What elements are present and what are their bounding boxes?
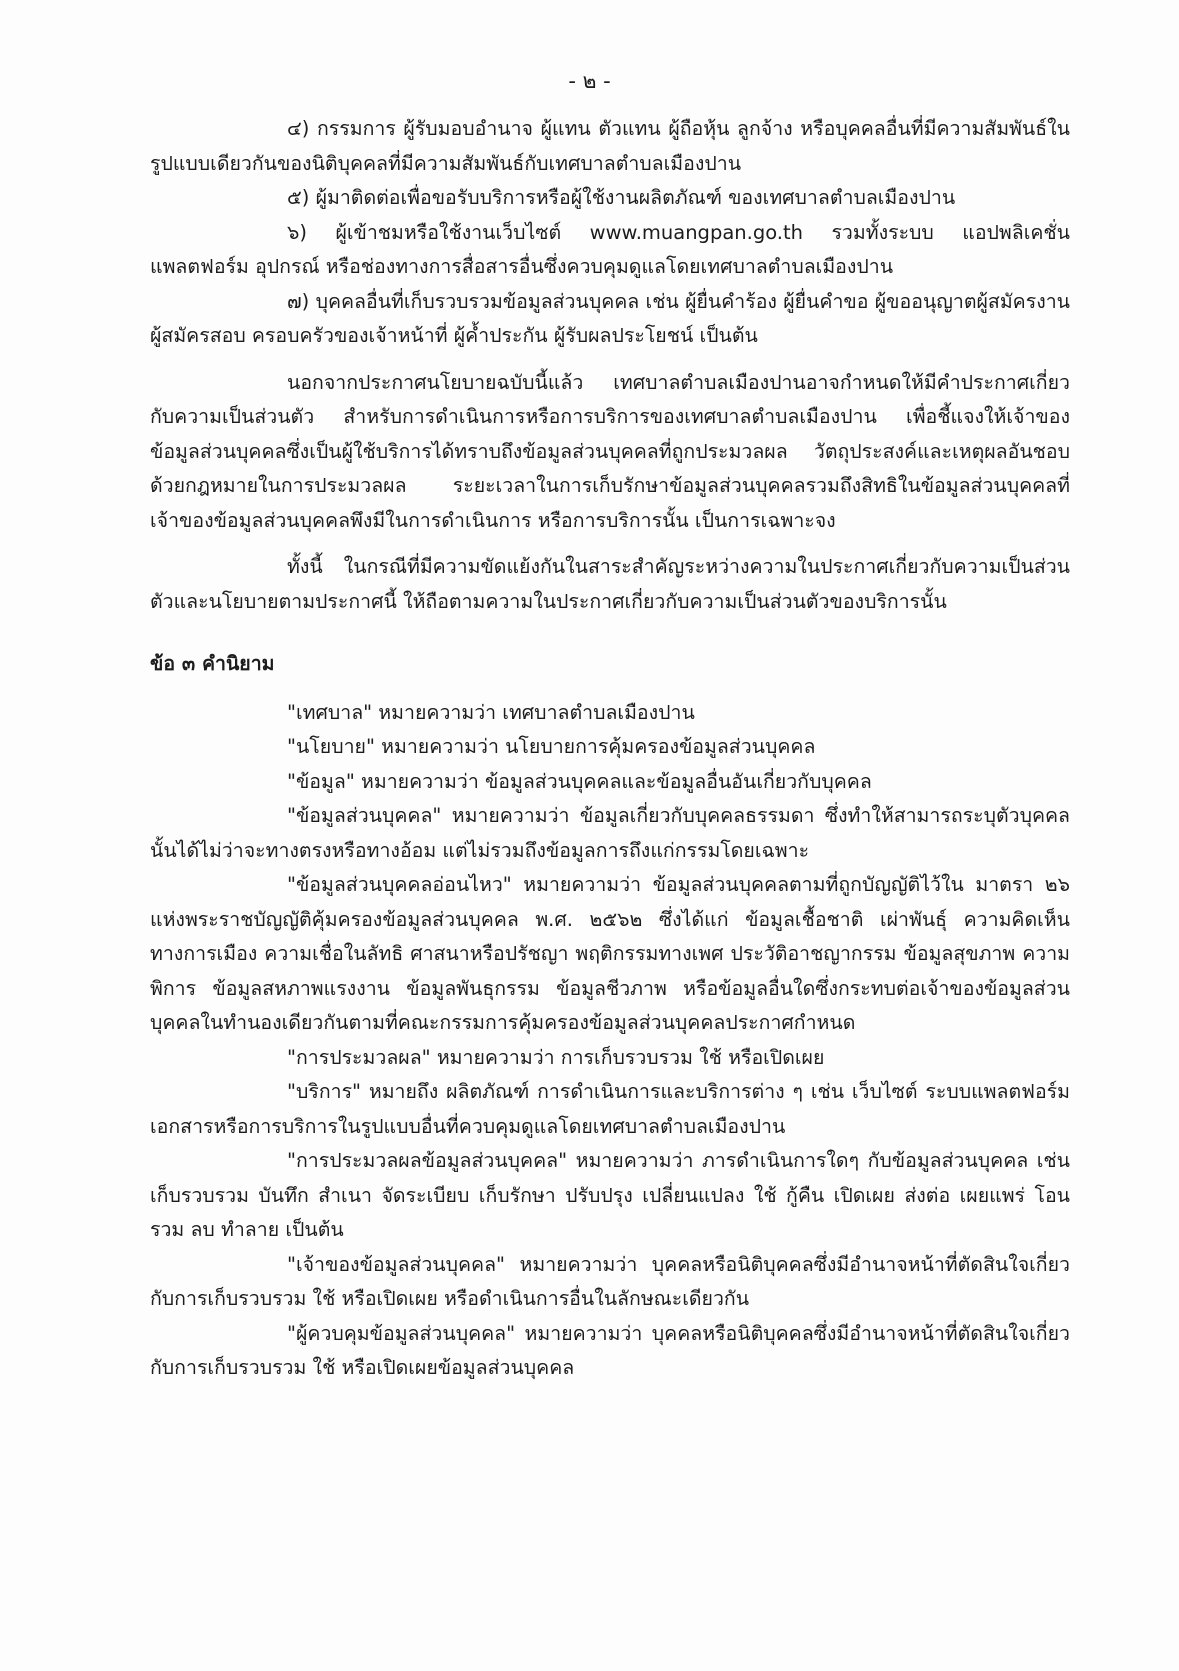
page-number: - ๒ -	[568, 69, 611, 93]
list-item-6: ๖) ผู้เข้าชมหรือใช้งานเว็บไซต์ www.muangpan.go.th รวมทั้งระบบ แอปพลิเคชั่น แพลตฟอร์ม อุปกรณ์ หรือช่องทางการสื่อสารอื่นซึ่งควบคุมดูแลโดยเทศบาลตำบลเมืองปาน	[150, 220, 1070, 278]
definition-service: "บริการ" หมายถึง ผลิตภัณฑ์ การดำเนินการและบริการต่าง ๆ เช่น เว็บไซต์ ระบบแพลตฟอร์ม เอกสารหรือการบริการในรูปแบบอื่นที่ควบคุมดูแลโดยเทศบาลตำบลเมืองปาน	[150, 1080, 1070, 1138]
definition-data: "ข้อมูล" หมายความว่า ข้อมูลส่วนบุคคลและข้อมูลอื่นอันเกี่ยวกับบุคคล	[287, 769, 872, 793]
list-item-7: ๗) บุคคลอื่นที่เก็บรวบรวมข้อมูลส่วนบุคคล เช่น ผู้ยื่นคำร้อง ผู้ยื่นคำขอ ผู้ขออนุญาตผู้สมัครงาน ผู้สมัครสอบ ครอบครัวของเจ้าหน้าที่ ผู้ค้ำประกัน ผู้รับผลประโยชน์ เป็นต้น	[150, 289, 1070, 347]
list-item-4: ๔) กรรมการ ผู้รับมอบอำนาจ ผู้แทน ตัวแทน ผู้ถือหุ้น ลูกจ้าง หรือบุคคลอื่นที่มีความสัมพันธ์ในรูปแบบเดียวกันของนิติบุคคลที่มีความสัมพันธ์กับเทศบาลตำบลเมืองปาน	[150, 117, 1070, 175]
definition-processing: "การประมวลผล" หมายความว่า การเก็บรวบรวม ใช้ หรือเปิดเผย	[287, 1045, 825, 1069]
definition-personal-data-processing: "การประมวลผลข้อมูลส่วนบุคคล" หมายความว่า ภารดำเนินการใดๆ กับข้อมูลส่วนบุคคล เช่น เก็บรวบรวม บันทึก สำเนา จัดระเบียบ เก็บรักษา ปรับปรุง เปลี่ยนแปลง ใช้ กู้คืน เปิดเผย ส่งต่อ เผยแพร่ โอน รวม ลบ ทำลาย เป็นต้น	[150, 1149, 1070, 1241]
list-item-5: ๕) ผู้มาติดต่อเพื่อขอรับบริการหรือผู้ใช้งานผลิตภัณฑ์ ของเทศบาลตำบลเมืองปาน	[287, 186, 956, 209]
paragraph-privacy-notice: นอกจากประกาศนโยบายฉบับนี้แล้ว เทศบาลตำบลเมืองปานอาจกำหนดให้มีคำประกาศเกี่ยวกับความเป็นส่วนตัว สำหรับการดำเนินการหรือการบริการของเทศบาลตำบลเมืองปาน เพื่อชี้แจงให้เจ้าของข้อมูลส่วนบุคคลซึ่งเป็นผู้ใช้บริการได้ทราบถึงข้อมูลส่วนบุคคลที่ถูกประมวลผล วัตถุประสงค์และเหตุผลอันชอบด้วยกฎหมายในการประมวลผล ระยะเวลาในการเก็บรักษาข้อมูลส่วนบุคคลรวมถึงสิทธิในข้อมูลส่วนบุคคลที่เจ้าของข้อมูลส่วนบุคคลพึงมีในการดำเนินการ หรือการบริการนั้น เป็นการเฉพาะจง	[150, 370, 1070, 532]
section-heading-definitions: ข้อ ๓ คำนิยาม	[150, 652, 275, 675]
definition-personal-data: "ข้อมูลส่วนบุคคล" หมายความว่า ข้อมูลเกี่ยวกับบุคคลธรรมดา ซึ่งทำให้สามารถระบุตัวบุคคลนั้นได้ไม่ว่าจะทางตรงหรือทางอ้อม แต่ไม่รวมถึงข้อมูลการถึงแก่กรรมโดยเฉพาะ	[150, 804, 1070, 862]
document-body	[150, 112, 1070, 1386]
definition-sensitive-data: "ข้อมูลส่วนบุคคลอ่อนไหว" หมายความว่า ข้อมูลส่วนบุคคลตามที่ถูกบัญญัติไว้ใน มาตรา ๒๖ แห่งพระราชบัญญัติคุ้มครองข้อมูลส่วนบุคคล พ.ศ. ๒๕๖๒ ซึ่งได้แก่ ข้อมูลเชื้อชาติ เผ่าพันธุ์ ความคิดเห็นทางการเมือง ความเชื่อในลัทธิ ศาสนาหรือปรัชญา พฤติกรรมทางเพศ ประวัติอาชญากรรม ข้อมูลสุขภาพ ความพิการ ข้อมูลสหภาพแรงงาน ข้อมูลพันธุกรรม ข้อมูลชีวภาพ หรือข้อมูลอื่นใดซึ่งกระทบต่อเจ้าของข้อมูลส่วนบุคคลในทำนองเดียวกันตามที่คณะกรรมการคุ้มครองข้อมูลส่วนบุคคลประกาศกำหนด	[150, 873, 1070, 1034]
definitions-list	[150, 696, 1070, 1386]
definition-data-controller: "ผู้ควบคุมข้อมูลส่วนบุคคล" หมายความว่า บุคคลหรือนิติบุคคลซึ่งมีอำนาจหน้าที่ตัดสินใจเกี่ยวกับการเก็บรวบรวม ใช้ หรือเปิดเผยข้อมูลส่วนบุคคล	[150, 1321, 1070, 1379]
definition-policy: "นโยบาย" หมายความว่า นโยบายการคุ้มครองข้อมูลส่วนบุคคล	[287, 735, 816, 758]
definition-data-subject: "เจ้าของข้อมูลส่วนบุคคล" หมายความว่า บุคคลหรือนิติบุคคลซึ่งมีอำนาจหน้าที่ตัดสินใจเกี่ยวกับการเก็บรวบรวม ใช้ หรือเปิดเผย หรือดำเนินการอื่นในลักษณะเดียวกัน	[150, 1252, 1070, 1310]
definition-municipality: "เทศบาล" หมายความว่า เทศบาลตำบลเมืองปาน	[287, 700, 695, 724]
paragraph-conflict: ทั้งนี้ ในกรณีที่มีความขัดแย้งกันในสาระสำคัญระหว่างความในประกาศเกี่ยวกับความเป็นส่วนตัวและนโยบายตามประกาศนี้ ให้ถือตามความในประกาศเกี่ยวกับความเป็นส่วนตัวของบริการนั้น	[150, 555, 1070, 613]
